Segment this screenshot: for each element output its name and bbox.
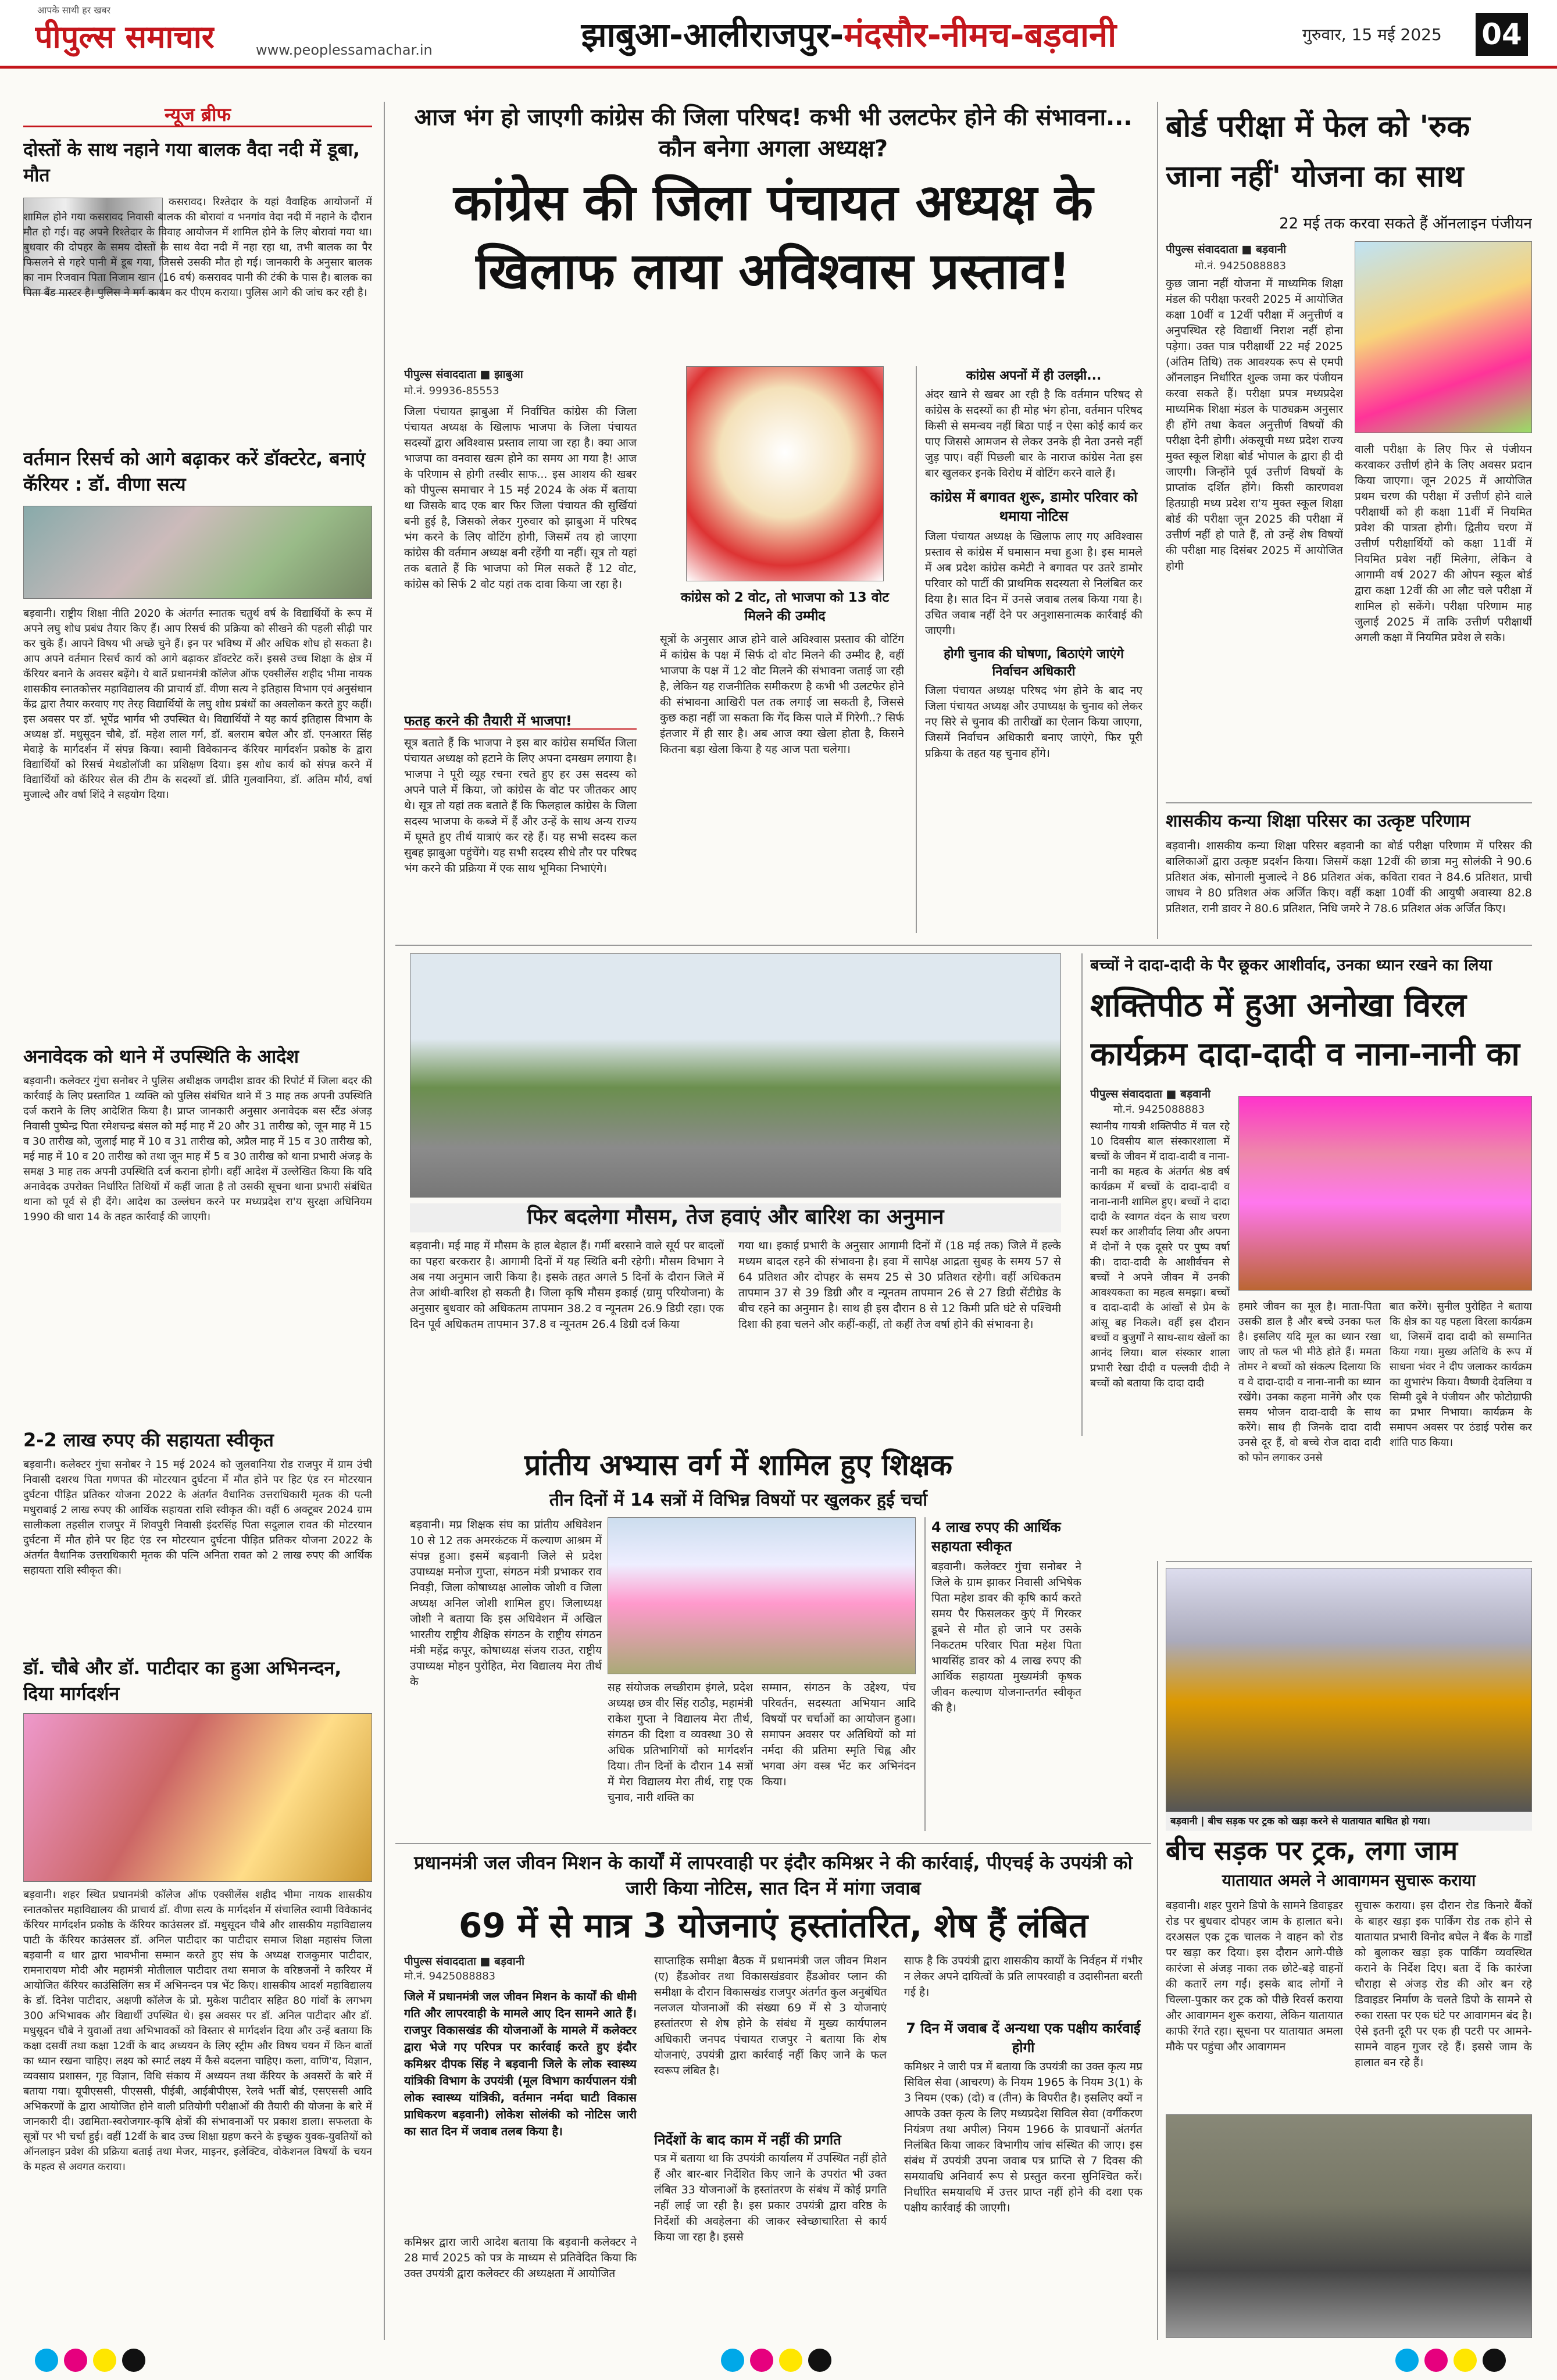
yellow-dot [93,2349,116,2372]
board-mobile: मो.नं. 9425088883 [1195,260,1287,272]
lead-side-text-2: जिला पंचायत अध्यक्ष के खिलाफ लाए गए अविश्वास प्रस्ताव से कांग्रेस में घमासान मचा हुआ है। इस मामले में अब प्रदेश कांग्रेस कमेटी ने बगावत पर उतरे डामोर परिवार को पार्टी की प्राथमिक सदस्यता से निलंबित कर दिया है। सात दिन में उनसे जवाब तलब किया गया है। उचित जवाब नहीं देने पर अनुशासनात्मक कार्रवाई की जाएगी। [925,530,1142,637]
lead-cartoon-caption: कांग्रेस को 2 वोट, तो भाजपा को 13 वोट मिलने की उम्मीद [680,590,890,624]
board-text-2: वाली परीक्षा के लिए फिर से पंजीयन करवाकर उत्तीर्ण होने के लिए अवसर प्रदान किया जाएगा। जून 2025 में आयोजित प्रथम चरण की परीक्षा में उत्तीर्ण होने वाले परीक्षार्थी को ही कक्षा 11वीं में नियमित प्रवेश की पात्रता होगी। द्वितीय चरण में उत्तीर्ण परीक्षार्थियों को कक्षा 11वीं में नियमित प्रवेश नहीं मिलेगा, लेकिन वे आगामी वर्ष 2027 की ओपन स्कूल बोर्ड द्वारा कक्षा 12वीं की आ लौट चले परीक्षा में शामिल हो सकेंगे। परीक्षा परिणाम माह जुलाई 2025 में ताकि उत्तीर्ण परीक्षार्थी अगली कक्षा में नियमित प्रवेश ले सके। [1355,443,1532,644]
lead-side-title-3: होगी चुनाव की घोषणा, बिठाएंगे जाएंगे निर्वाचन अधिकारी [944,647,1124,679]
jal-mobile: मो.नं. 9425088883 [404,1970,496,1982]
magenta-dot [64,2349,87,2372]
lead-text-1: जिला पंचायत झाबुआ में निर्वाचित कांग्रेस की जिला पंचायत अध्यक्ष के खिलाफ भाजपा के जिला पंचायत सदस्यों द्वारा अविश्वास प्रस्ताव लाया जा रहा है। क्या आज भाजपा का वनवास खत्म होने का समय आ गया है! आज के परिणाम से होगी तस्वीर साफ... इस आशय की खबर को पीपुल्स समाचार ने 15 मई 2024 के अंक में बताया था जिसके बाद एक बार फिर जिला पंचायत की सुर्खियां बनी हुई है, जिसको लेकर गुरुवार को झाबुआ में परिषद भंग करने के लिए वोटिंग होगी, जिसमें तय हो जाएगा कांग्रेस की वर्तमान अध्यक्ष बनी रहेंगी या नहीं। सूत्र तो यहां तक बताते हैं कि भाजपा को मिल सकते हैं 12 वोट, कांग्रेस को सिर्फ 2 वोट यहां तक दावा किया जा रहा है। [404,405,637,591]
edition-title-black: झाबुआ-आलीराजपुर- [581,15,844,55]
jal-text-3: पत्र में बताया था कि उपयंत्री कार्यालय में उपस्थित नहीं होते हैं और बार-बार निर्देशित किए जाने के उपरांत भी उक्त लंबित 33 योजनाओं के हस्तांतरण के संबंध में कोई प्रगति नहीं लाई जा रही है। इस प्रकार उपयंत्री द्वारा वरिष्ठ के निर्देशों की अवहेलना की जाकर स्वेच्छाचारिता से कार्य किया जा रहा है। इससे [654,2152,887,2243]
lead-headline: कांग्रेस की जिला पंचायत अध्यक्ष के खिलाफ लाया अविश्वास प्रस्ताव! [453,174,1093,301]
brief-2-photo [23,506,372,599]
jam-headline: बीच सड़क पर ट्रक, लगा जाम [1166,1835,1458,1866]
column-divider [384,102,385,2340]
black-dot [808,2349,831,2372]
brief-5-title: डॉ. चौबे और डॉ. पाटीदार का हुआ अभिनन्दन, दिया मार्गदर्शन [23,1657,342,1704]
shaktipeeth-story [1090,953,1532,1558]
cyan-dot [721,2349,744,2372]
lead-mobile: मो.नं. 99936-85553 [404,385,499,397]
jam-story [1166,1561,1532,2340]
jal-text-2: साप्ताहिक समीक्षा बैठक में प्रधानमंत्री जल जीवन मिशन (ए) हैंडओवर तथा विकासखंडवार हैंडओवर प्लान की समीक्षा के दौरान विकासखंड राजपुर अंतर्गत कुल अनुबंधित नलजल योजनाओं की संख्या 69 में से 3 योजनाएं हस्तांतरण से शेष होने के संबंध में मुख्य कार्यपालन अधिकारी जनपद पंचायत राजपुर ने बताया कि शेष योजनाएं, उपयंत्री द्वारा कार्रवाई नहीं किए जाने के फल स्वरूप लंबित है। [654,1954,887,2077]
lead-story [395,102,1151,939]
jam-sub: यातायात अमले ने आवागमन सुचारू कराया [1222,1871,1476,1890]
shaktipeeth-text-3: बात करेंगे। सुनील पुरोहित ने बताया कि क्षेत्र का यह पहला विरला कार्यक्रम था, जिसमें दादा दादी को सम्मानित किया गया। मुख्य अतिथि के रूप में साधना भंवर ने दीप जलाकर कार्यक्रम का शुभारंभ किया। वैष्णवी देवलिया व सिम्मी दुबे ने पंजीयन और फोटोग्राफी का प्रभार निभाया। कार्यक्रम के समापन अवसर पर ठंडाई परोस कर शांति पाठ किया। [1390,1300,1532,1449]
abhyas-photo [608,1517,916,1674]
aarthik-title: 4 लाख रुपए की आर्थिक सहायता स्वीकृत [931,1519,1061,1554]
jal-jeevan-story [395,1843,1151,2343]
print-color-bar-center [721,2349,860,2372]
jal-byline: पीपुल्स संवाददाता ■ बड़वानी [404,1955,525,1968]
column-divider [1157,1561,1158,2340]
board-sub: 22 मई तक करवा सकते हैं ऑनलाइन पंजीयन [1279,215,1532,233]
issue-date: गुरुवार, 15 मई 2025 [1302,25,1442,44]
jam-text-2: सुचारू कराया। इस दौरान रोड किनारे बैंकों के बाहर खड़ा इक पार्किंग रोड तक होने से यातायात प्रभारी विनोद बघेल ने बैंक के गार्डों को बुलाकर खड़ा इक पार्किंग व्यवस्थित कराने के निर्देश दिए। बता दें कि कारंजा चौराहा से अंजड़ रोड की ओर बन रहे डिवाइडर निर्माण के चलते डिपो के सामने से रुका रास्ता पर एक घंटे पर आवागमन बंद है। ऐसे इतनी दूरी पर एक ही पटरी पर आमने-सामने वाहन गुजर रहे हैं। इससे जाम के हालात बन रहे हैं। [1355,1899,1532,2069]
brief-1-title: दोस्तों के साथ नहाने गया बालक वैदा नदी में डूबा, मौत [23,138,360,186]
page-header [0,0,1557,69]
kanya-story [1166,802,1532,942]
brief-4-title: 2-2 लाख रुपए की सहायता स्वीकृत [23,1429,274,1451]
logo-tagline: आपके साथी हर खबर [37,5,111,16]
abhyas-text-3: सम्मान, संगठन के उद्देश्य, पंच परिवर्तन, सदस्यता अभियान आदि विषयों पर चर्चाओं का आयोजन हुआ। समापन अवसर पर अतिथियों को मां नर्मदा की प्रतिमा स्मृति चिह्न और भगवा अंग वस्त्र भेंट कर अभिनंदन किया। [762,1681,916,1788]
brief-2-text: बड़वानी। राष्ट्रीय शिक्षा नीति 2020 के अंतर्गत स्नातक चतुर्थ वर्ष के विद्यार्थियों के रूप में अपने लघु शोध प्रबंध तैयार किए हैं। आप रिसर्च की प्रक्रिया को सीखने की पहली सीढ़ी पार कर चुके हैं। आपने विषय भी अच्छे चुने हैं। इन पर भविष्य में और अधिक शोध हो सकता है। आप अपने वर्तमान रिसर्च कार्य को आगे बढ़ाकर डॉक्टरेट करें। इससे उच्च शिक्षा के क्षेत्र में कॅरियर बनाने के अवसर बढ़ेंगे। ये बातें प्रधानमंत्री कॉलेज ऑफ एक्सीलेंस शहीद भीमा नायक शासकीय स्नातकोत्तर महाविद्यालय की प्राचार्य डॉ. वीणा सत्य ने इतिहास विभाग एवं अनुसंधान केंद्र द्वारा तैयार करवाए गए तेरह विद्यार्थियों के लघु शोध प्रबंधों का अवलोकन करते हुए कहीं। इस अवसर पर डॉ. भूपेंद्र भार्गव भी उपस्थित थे। विद्यार्थियों ने यह कार्य इतिहास विभाग के अध्यक्ष डॉ. मधुसूदन चौबे, डॉ. महेश लाल गर्ग, डॉ. बलराम बघेल और डॉ. एनआरत सिंह मेवाड़े के मार्गदर्शन में संपन्न किया। स्वामी विवेकानन्द कॅरियर मार्गदर्शन प्रकोष्ठ के द्वारा विद्यार्थियों को रिसर्च मेथडोलॉजी का प्रशिक्षण दिया। इस शोध कार्य को संपन्न करने में विद्यार्थियों को कॅरियर सेल की टीम के सदस्यों डॉ. प्रीति गुलवानिया, डॉ. अतिम मौर्य, वर्षा मुजाल्दे और वर्षा शिंदे ने सहयोग दिया। [23,607,372,801]
black-dot [122,2349,145,2372]
yellow-dot [1454,2349,1477,2372]
lead-sub-1: फतह करने की तैयारी में भाजपा! [404,711,637,730]
jam-photo-2 [1166,2114,1532,2338]
jal-headline: 69 में से मात्र 3 योजनाएं हस्तांतरित, शेष हैं लंबित [458,1906,1088,1945]
weather-text-1: बड़वानी। मई माह में मौसम के हाल बेहाल हैं। गर्मी बरसाने वाले सूर्य पर बादलों का पहरा बरकरार है। आगामी दिनों में यह स्थिति बनी रहेगी। मौसम विभाग ने अब नया अनुमान जारी किया है। इसके तहत अगले 5 दिनों के दौरान जिले में तेज आंधी-बारिश हो सकती है। जिला कृषि मौसम इकाई (ग्रामु परियोजना) के अनुसार बुधवार को अधिकतम तापमान 38.2 व न्यूनतम 26.9 डिग्री रहा। एक दिन पूर्व अधिकतम तापमान 37.8 व न्यूनतम 26.4 डिग्री दर्ज किया [410,1239,724,1331]
aarthik-text: बड़वानी। कलेक्टर गुंचा सनोबर ने जिले के ग्राम झाकर निवासी अभिषेक पिता महेश डावर की कृषि कार्य करते समय पैर फिसलकर कुएं में गिरकर डूबने से मौत हो जाने पर उसके निकटतम परिवार पिता महेश पिता भायसिंह डावर को 4 लाख रुपए की आर्थिक सहायता मुख्यमंत्री कृषक जीवन कल्याण योजनान्तर्गत स्वीकृत की है। [931,1560,1081,1714]
lead-byline: पीपुल्स संवाददाता ■ झाबुआ [404,368,523,381]
cyan-dot [1395,2349,1419,2372]
jal-sub-1: निर्देशों के बाद काम में नहीं की प्रगति [654,2132,841,2148]
newspaper-logo: पीपुल्स समाचार [35,18,215,55]
lead-kicker: आज भंग हो जाएगी कांग्रेस की जिला परिषद! कभी भी उलटफेर होने की संभावना... कौन बनेगा अगला अध्यक्ष? [414,104,1133,162]
board-byline: पीपुल्स संवाददाता ■ बड़वानी [1166,243,1287,256]
brief-3-title: अनावेदक को थाने में उपस्थिति के आदेश [23,1045,299,1067]
jal-sub-2: 7 दिन में जवाब दें अन्यथा एक पक्षीय कार्रवाई होगी [906,2020,1141,2056]
lead-text-2: सूत्र बताते हैं कि भाजपा ने इस बार कांग्रेस समर्थित जिला पंचायत अध्यक्ष को हटाने के लिए अपना दमखम लगाया है। भाजपा ने पूरी व्यूह रचना रचते हुए हर उस सदस्य को अपने पाले में किया, जो कांग्रेस के वोट पर जीतकर आए थे। सूत्र तो यहां तक बताते हैं कि फिलहाल कांग्रेस के जिला सदस्य भाजपा के कब्जे में हैं और उन्हें के साथ अन्य राज्य में घूमते हुए तीर्थ यात्राएं कर रहे हैं। यह सभी सदस्य कल सुबह झाबुआ पहुंचेंगे। यह सभी सदस्य सीधे तौर पर परिषद भंग करने की प्रक्रिया में एक साथ भूमिका निभाएंगे। [404,737,637,875]
board-illustration [1355,241,1532,433]
abhyas-headline: प्रांतीय अभ्यास वर्ग में शामिल हुए शिक्षक [524,1448,952,1482]
kanya-headline: शासकीय कन्या शिक्षा परिसर का उत्कृष्ट परिणाम [1166,811,1470,831]
board-exam-story [1166,102,1532,799]
brief-5-text: बड़वानी। शहर स्थित प्रधानमंत्री कॉलेज ऑफ एक्सीलेंस शहीद भीमा नायक शासकीय स्नातकोत्तर महाविद्यालय की प्राचार्य डॉ. वीणा सत्य के मार्गदर्शन में संचालित स्वामी विवेकानंद कॅरियर मार्गदर्शन प्रकोष्ठ के कॅरियर काउंसलर डॉ. मधुसूदन चौबे और शासकीय महाविद्यालय पाटी के कॅरियर काउंसलर डॉ. अनिल पाटीदार का पाटीदार समाज शिक्षा महासंघ जिला बड़वानी व धार द्वारा भावभीना सम्मान करते हुए संघ के अध्यक्ष राजकुमार पाटीदार, रामनारायण मोदी और महामंत्री मोतीलाल पाटीदार तथा समाज के वरिष्ठजनों ने करियर में आयोजित कॅरियर काउंसिलिंग सत्र में अभिनन्दन पत्र भेंट किए। शासकीय आदर्श महाविद्यालय के डॉ. दिनेश पाटीदार, अक्षणी कॉलेज के प्रो. मुकेश पाटीदार सहित 80 गांवों के लगभग 300 अभिभावक और विद्यार्थी उपस्थित थे। इस अवसर पर डॉ. अनिल पाटीदार और डॉ. मधुसूदन चौबे ने युवाओं तथा अभिभावकों को विस्तार से मार्गदर्शन दिया और उन्हें बताया कि कक्षा दसवीं तथा कक्षा 12वीं के बाद अध्ययन के लिए स्ट्रीम और विषय चयन में किन बातों का ध्यान रखना चाहिए। लक्ष्य को स्मार्ट लक्ष्य में कैसे बदलना चाहिए। कला, वाणि'य, विज्ञान, व्यवसाय प्रशासन, गृह विज्ञान, विधि संकाय में अध्ययन तथा कॅरियर के अवसरों के बारे में बताया गया। यूपीएससी, पीएससी, पीईबी, आईबीपीएस, रेलवे भर्ती बोर्ड, एसएससी आदि अभिकरणों के द्वारा आयोजित होने वाली प्रतियोगी परीक्षाओं की तैयारी की योजना के बारे में जानकारी दी। उद्यमिता-स्वरोजगार-कृषि क्षेत्रों की संभावनाओं पर प्रकाश डाला। सफलता के सूत्रों पर भी चर्चा हुई। वहीं 12वीं के बाद उच्च शिक्षा ग्रहण करने के इच्छुक युवक-युवतियों को ऑनलाइन प्रवेश की प्रक्रिया बताई तथा मेजर, माइनर, इलेक्टिव, वोकेशनल विषयों के चयन के महत्व से अवगत कराया। [23,1889,372,2173]
abhyas-text-1: बड़वानी। मप्र शिक्षक संघ का प्रांतीय अधिवेशन 10 से 12 तक अमरकंटक में कल्याण आश्रम में संपन्न हुआ। इसमें बड़वानी जिले से प्रदेश उपाध्यक्ष मनोज गुप्ता, संगठन मंत्री प्रभाकर राव निवड़ी, जिला कोषाध्यक्ष आलोक जोशी व जिला अध्यक्ष अनिल जोशी शामिल हुए। जिलाध्यक्ष जोशी ने बताया कि इस अधिवेशन में अखिल भारतीय राष्ट्रीय शैक्षिक संगठन के राष्ट्रीय संगठन मंत्री महेंद्र कपूर, कोषाध्यक्ष संजय राउत, राष्ट्रीय उपाध्यक्ष मोहन पुरोहित, मेरा विद्यालय मेरा तीर्थ के [410,1518,602,1688]
brief-4-text: बड़वानी। कलेक्टर गुंचा सनोबर ने 15 मई 2024 को जुलवानिया रोड राजपुर में ग्राम उंची निवासी दशरथ पिता गणपत की मोटरयान दुर्घटना में मौत होने पर हिट एंड रन मोटरयान दुर्घटना पीड़ित प्रतिकर योजना 2022 के अंतर्गत वैधानिक उत्तराधिकारी मृतक की पत्नी मधुराबाई 2 लाख रुपए की आर्थिक सहायता राशि स्वीकृत की। वहीं 6 अक्टूबर 2024 ग्राम सालीकला तहसील राजपुर में शिवपुरी निवासी इंदरसिंह पिता सदुलाल रावत की मोटरयान दुर्घटना में मौत होने पर हिट एंड रन मोटरयान दुर्घटना पीड़ित प्रतिकर योजना 2022 के अंतर्गत वैधानिक उत्तराधिकारी मृतक की पत्नि अनिता रावत को 2 लाख रुपए की आर्थिक सहायता राशि स्वीकृत की। [23,1459,372,1577]
jal-text-4: साफ है कि उपयंत्री द्वारा शासकीय कार्यों के निर्वहन में गंभीर न लेकर अपने दायित्वों के प्रति लापरवाही व उदासीनता बरती गई है। [904,1954,1142,1999]
brief-3-text: बड़वानी। कलेक्टर गुंचा सनोबर ने पुलिस अधीक्षक जगदीश डावर की रिपोर्ट में जिला बदर की कार्रवाई के लिए प्रस्तावित 1 व्यक्ति को पुलिस संबंधित थाने में 3 माह तक अपनी उपस्थिति दर्ज कराने के लिए आदेशित किया है। प्राप्त जानकारी अनुसार अनावेदक बस स्टैंड अंजड़ निवासी पुष्पेन्द्र पिता रमेशचन्द्र बंसल को मई माह में 20 और 31 तारीख को, जून माह में 15 व 30 तारीख को, जुलाई माह में 10 व 31 तारीख को, अप्रैल माह में 15 व 30 तारीख को, मई माह में 10 व 20 तारीख को तथा जून माह में 5 व 30 तारीख को थाना प्रभारी अंजड़ के समक्ष 3 माह तक अपनी उपस्थिति दर्ज कराना होगी। वहीं आदेश में उल्लेखित किया कि यदि अनावेदक उपरोक्त निर्धारित तिथियों में कहीं जाता है तो उसकी सूचना थाना प्रभारी संबंधित थाना को पूर्व से ही देंगे। आदेश का उल्लंघन करने पर मध्यप्रदेश रा'य सुरक्षा अधिनियम 1990 की धारा 14 के तहत कार्रवाई की जाएगी। [23,1075,372,1223]
jal-text-1: कमिश्नर द्वारा जारी आदेश बताया कि बड़वानी कलेक्टर ने 28 मार्च 2025 को पत्र के माध्यम से प्रतिवेदित किया कि उक्त उपयंत्री द्वारा कलेक्टर की अध्यक्षता में आयोजित [404,2236,637,2280]
jam-caption: बड़वानी | बीच सड़क पर ट्रक को खड़ा करने से यातायात बाधित हो गया। [1166,1812,1532,1831]
black-dot [1483,2349,1506,2372]
shaktipeeth-text-1: स्थानीय गायत्री शक्तिपीठ में चल रहे 10 दिवसीय बाल संस्कारशाला में बच्चों के जीवन में दादा-दादी व नाना-नानी का महत्व के अंतर्गत श्रेष्ठ वर्ष कार्यक्रम में बच्चों के दादा-दादी व नाना-नानी शामिल हुए। बच्चों ने दादा दादी के स्वागत वंदन के साथ चरण स्पर्श कर आशीर्वाद लिया और अपना में दोनों ने एक दूसरे पर पुष्प वर्षा की। दादा-दादी के आशीर्वचन से बच्चों ने अपने जीवन में उनकी आवश्यकता का महत्व समझा। बच्चों व दादा-दादी के आंखों से प्रेम के आंसू बह निकले। वहीं इस दौरान बच्चों व बुजुर्गों ने साथ-साथ खेलों का आनंद लिया। बाल संस्कार शाला प्रभारी रेखा दीदी व पल्लवी दीदी ने बच्चों को बताया कि दादा दादी [1090,1120,1230,1389]
shaktipeeth-text-2: हमारे जीवन का मूल है। माता-पिता उसकी डाल है और बच्चे उनका फल है। इसलिए यदि मूल का ध्यान रखा जाए तो फल भी मीठे होते हैं। ममता तोमर ने बच्चों को संकल्प दिलाया कि व वे दादा-दादी व नाना-नानी का ध्यान रखेंगे। उनका कहना मानेंगे और एक समय भोजन दादा-दादी के साथ करेंगे। साथ ही जिनके दादा दादी उनसे दूर हैं, वो बच्चे रोज दादा दादी को फोन लगाकर उनसे [1238,1300,1381,1464]
print-color-bar-left [35,2349,174,2372]
weather-headline: फिर बदलेगा मौसम, तेज हवाएं और बारिश का अनुमान [410,1203,1061,1232]
lead-side-text-1: अंदर खाने से खबर आ रही है कि वर्तमान परिषद से कांग्रेस के सदस्यों का ही मोह भंग होना, वर्तमान परिषद किसी से समन्वय नहीं बिठा पाई न ऐसा कोई कार्य कर पाए जिससे आमजन से लेकर उनके ही नेता उनसे नहीं जुड़ पाए। वहीं पिछली बार के नाराज कांग्रेस नेता इस बार खुलकर इनके विरोध में वोटिंग करने वाले हैं। [925,388,1142,480]
kanya-text: बड़वानी। शासकीय कन्या शिक्षा परिसर बड़वानी का बोर्ड परीक्षा परिणाम में परिसर की बालिकाओं द्वारा उत्कृष्ट प्रदर्शन किया। जिसमें कक्षा 12वीं की छात्रा मनु सोलंकी ने 90.6 प्रतिशत अंक, सोनाली मुजाल्दे ने 86 प्रतिशत अंक, कविता रावत ने 84.6 प्रतिशत, प्राची जाधव ने 80 प्रतिशत अंक अर्जित किए। वहीं कक्षा 10वीं की आयुषी अवास्या 82.8 प्रतिशत, रानी डावर ने 80.6 प्रतिशत, निधि जमरे ने 78.6 प्रतिशत अंक अर्जित किए। [1166,839,1532,915]
column-divider [1157,102,1158,939]
brief-5-photo [23,1713,372,1882]
news-brief-column [23,102,372,2346]
magenta-dot [1424,2349,1448,2372]
column-divider [1081,953,1083,1436]
page-number: 04 [1476,13,1528,56]
aarthik-sahayata-box [924,1517,1081,1831]
edition-title [465,10,1233,59]
jal-kicker: प्रधानमंत्री जल जीवन मिशन के कार्यों में लापरवाही पर इंदौर कमिश्नर ने की कार्रवाई, पीएचई के उपयंत्री को जारी किया नोटिस, सात दिन में मांगा जवाब [414,1852,1133,1899]
shaktipeeth-photo [1238,1096,1532,1291]
abhyas-story [395,1448,1081,1837]
shaktipeeth-mobile: मो.नं. 9425088883 [1113,1103,1205,1116]
news-brief-label: न्यूज ब्रीफ [23,102,372,127]
magenta-dot [750,2349,773,2372]
cyan-dot [35,2349,58,2372]
weather-photo [410,953,1061,1198]
jal-intro: जिले में प्रधानमंत्री जल जीवन मिशन के कार्यों की धीमी गति और लापरवाही के मामले आए दिन सामने आते हैं। राजपुर विकासखंड की योजनाओं के मामले में कलेक्टर द्वारा भेजे गए परिपत्र पर कार्रवाई करते हुए इंदौर कमिश्नर दीपक सिंह ने बड़वानी जिले के लोक स्वास्थ्य यांत्रिकी विभाग के उपयंत्री (मूल विभाग कार्यपालन यंत्री लोक स्वास्थ्य यांत्रिकी, वर्तमान नर्मदा घाटी विकास प्राधिकरण बड़वानी) लोकेश सोलंकी को नोटिस जारी का सात दिन में जवाब तलब किया है। [404,1989,637,2138]
shaktipeeth-kicker: बच्चों ने दादा-दादी के पैर छूकर आशीर्वाद, उनका ध्यान रखने का लिया [1090,956,1492,974]
print-color-bar-right [1395,2349,1535,2372]
brief-2-title: वर्तमान रिसर्च को आगे बढ़ाकर करें डॉक्टरेट, बनाएं कॅरियर : डॉ. वीणा सत्य [23,448,366,495]
lead-side-title-1: कांग्रेस अपनों में ही उलझी... [966,369,1102,383]
website-url: www.peoplessamachar.in [256,42,433,58]
lead-side-text-3: जिला पंचायत अध्यक्ष परिषद भंग होने के बाद नए जिला पंचायत अध्यक्ष और उपाध्यक्ष के चुनाव को लेकर नए सिरे से चुनाव की तारीखों का ऐलान किया जाएगा, जिसमें निर्वाचन अधिकारी बनाए जाएंगे, फिर पूरी प्रक्रिया के तहत यह चुनाव होंगे। [925,684,1142,760]
section-divider [395,945,1532,946]
jam-photo [1166,1568,1532,1812]
abhyas-text-2: सह संयोजक लच्छीराम इंगले, प्रदेश अध्यक्ष छत्र वीर सिंह राठौड़, महामंत्री राकेश गुप्ता ने विद्यालय मेरा तीर्थ, संगठन की दिशा व व्यवस्था 30 से अधिक प्रतिभागियों को मार्गदर्शन दिया। तीन दिनों के दौरान 14 सत्रों में मेरा विद्यालय मेरा तीर्थ, राष्ट्र एक चुनाव, नारी शक्ति का [608,1681,753,1804]
edition-title-red: मंदसौर-नीमच-बड़वानी [844,15,1117,55]
lead-sidebar [916,366,1142,933]
board-headline: बोर्ड परीक्षा में फेल को 'रुक जाना नहीं' योजना का साथ [1166,109,1470,194]
abhyas-sub: तीन दिनों में 14 सत्रों में विभिन्न विषयों पर खुलकर हुई चर्चा [549,1490,928,1510]
lead-side-title-2: कांग्रेस में बगावत शुरू, डामोर परिवार को थमाया नोटिस [930,489,1138,524]
yellow-dot [779,2349,802,2372]
jam-text-1: बड़वानी। शहर पुराने डिपो के सामने डिवाइडर रोड पर बुधवार दोपहर जाम के हालात बने। दरअसल एक ट्रक चालक ने वाहन को रोड पर खड़ा कर दिया। इस दौरान आगे-पीछे कारंजा से अंजड़ नाका तक छोटे-बड़े वाहनों की कतारें लग गईं। इसके बाद लोगों ने चिल्ला-पुकार कर ट्रक को पीछे रिवर्स कराया और आवागमन शुरू कराया, लेकिन यातायात काफी रेंगते रहा। सूचना पर यातायात अमला मौके पर पहुंचा और आवागमन [1166,1899,1343,2053]
jal-text-5: कमिश्नर ने जारी पत्र में बताया कि उपयंत्री का उक्त कृत्य मप्र सिविल सेवा (आचरण) के नियम 1965 के नियम 3(1) के 3 नियम (एक) (दो) व (तीन) के विपरीत है। इसलिए क्यों न आपके उक्त कृत्य के लिए मध्यप्रदेश सिविल सेवा (वर्गीकरण नियंत्रण तथा अपील) नियम 1966 के प्रावधानों अंतर्गत निलंबित किया जाकर विभागीय जांच संस्थित की जाए। इस संबंध में उपयंत्री उपना जवाब पत्र प्राप्ति से 7 दिवस की समयावधि अनिवार्य रूप से प्रस्तुत करना सुनिश्चित करें। निर्धारित समयावधि में उत्तर प्राप्त नहीं होने की दशा एक पक्षीय कार्रवाई की जाएगी। [904,2060,1142,2214]
shaktipeeth-headline: शक्तिपीठ में हुआ अनोखा विरल कार्यक्रम दादा-दादी व नाना-नानी का [1090,987,1520,1073]
weather-text-2: गया था। इकाई प्रभारी के अनुसार आगामी दिनों में (18 मई तक) जिले में हल्के मध्यम बादल रहने की संभावना है। हवा में सापेक्ष आद्रता सुबह के समय 57 से 64 प्रतिशत और दोपहर के समय 25 से 30 प्रतिशत रहेगी। वहीं अधिकतम तापमान 37 से 39 डिग्री और व न्यूनतम तापमान 26 से 27 डिग्री सेंटीग्रेड के बीच रहने का अनुमान है। साथ ही इस दौरान 8 से 12 किमी प्रति घंटे से पश्चिमी दिशा की हवा चलने और कहीं-कहीं, तो कहीं तेज वर्षा होने की संभावना है। [738,1239,1061,1331]
weather-story [395,953,1076,1442]
board-text-1: कुछ जाना नहीं योजना में माध्यमिक शिक्षा मंडल की परीक्षा फरवरी 2025 में आयोजित कक्षा 10वीं व 12वीं परीक्षा में अनुत्तीर्ण व अनुपस्थित रहे विद्यार्थी निराश नहीं होना पड़ेगा। उक्त पात्र परीक्षार्थी 22 मई 2025 (अंतिम तिथि) तक आवश्यक रूप से एमपी ऑनलाइन निर्धारित शुल्क जमा कर पंजीयन करवा सकते हैं। परीक्षा प्रपत्र मध्यप्रदेश माध्यमिक शिक्षा मंडल के पाठ्यक्रम अनुसार ही होंगे तथा केवल अनुत्तीर्ण विषयों की परीक्षा देनी होगी। अंकसूची मध्य प्रदेश राज्य मुक्त स्कूल शिक्षा बोर्ड भोपाल के द्वारा ही दी जाएगी। जिन्होंने पूर्व उत्तीर्ण विषयों के प्राप्तांक दर्शित होंगे। किसी कारणवश हितग्राही मध्य प्रदेश रा'य मुक्त स्कूल शिक्षा बोर्ड की परीक्षा जून 2025 की परीक्षा में उत्तीर्ण नहीं हो पाते हैं, तो उन्हें शेष विषयों की परीक्षा माह दिसंबर 2025 में आयोजित होगी [1166,277,1343,573]
lead-text-3: सूत्रों के अनुसार आज होने वाले अविश्वास प्रस्ताव की वोटिंग में कांग्रेस के पक्ष में सिर्फ दो वोट मिलने की उम्मीद है, वहीं भाजपा के पक्ष में 12 वोट मिलने की संभावना जताई जा रही है, लेकिन यह राजनीतिक समीकरण है कभी भी उलटफेर होने की संभावना आखिरी पल तक लगाई जा सकती है, जिससे कुछ कहा नहीं जा सकता कि गेंद किस पाले में गिरेगी..? सिर्फ इंतजार में ही सार है। अब आज क्या खेला होता है, किसने कितना बड़ा खेला किया है यह आज पता चलेगा। [660,633,904,756]
shaktipeeth-byline: पीपुल्स संवाददाता ■ बड़वानी [1090,1088,1211,1100]
brief-1-text: कसरावद। रिश्तेदार के यहां वैवाहिक आयोजनों में शामिल होने गया कसरावद निवासी बालक की बोरावां व भनगांव वेदा नदी में नहाने के दौरान मौत हो गई। वह अपने रिश्तेदार के विवाह आयोजन में शामिल होने के लिए बोरावां गया था। बुधवार की दोपहर के समय दोस्तों के साथ वेदा नदी में नहा रहा था, तभी बालक का पैर फिसलने से गहरे पानी में डूब गया, जिससे उसकी मौत हो गई। जानकारी के अनुसार बालक का नाम रिजवान पिता निजाम खान (16 वर्ष) कसरावद पानी की टंकी के पास है। बालक का पिता बैंड मास्टर है। पुलिस ने मर्ग कायम कर पीएम कराया। पुलिस आगे की जांच कर रही है। [23,196,372,299]
lead-cartoon [686,366,884,581]
